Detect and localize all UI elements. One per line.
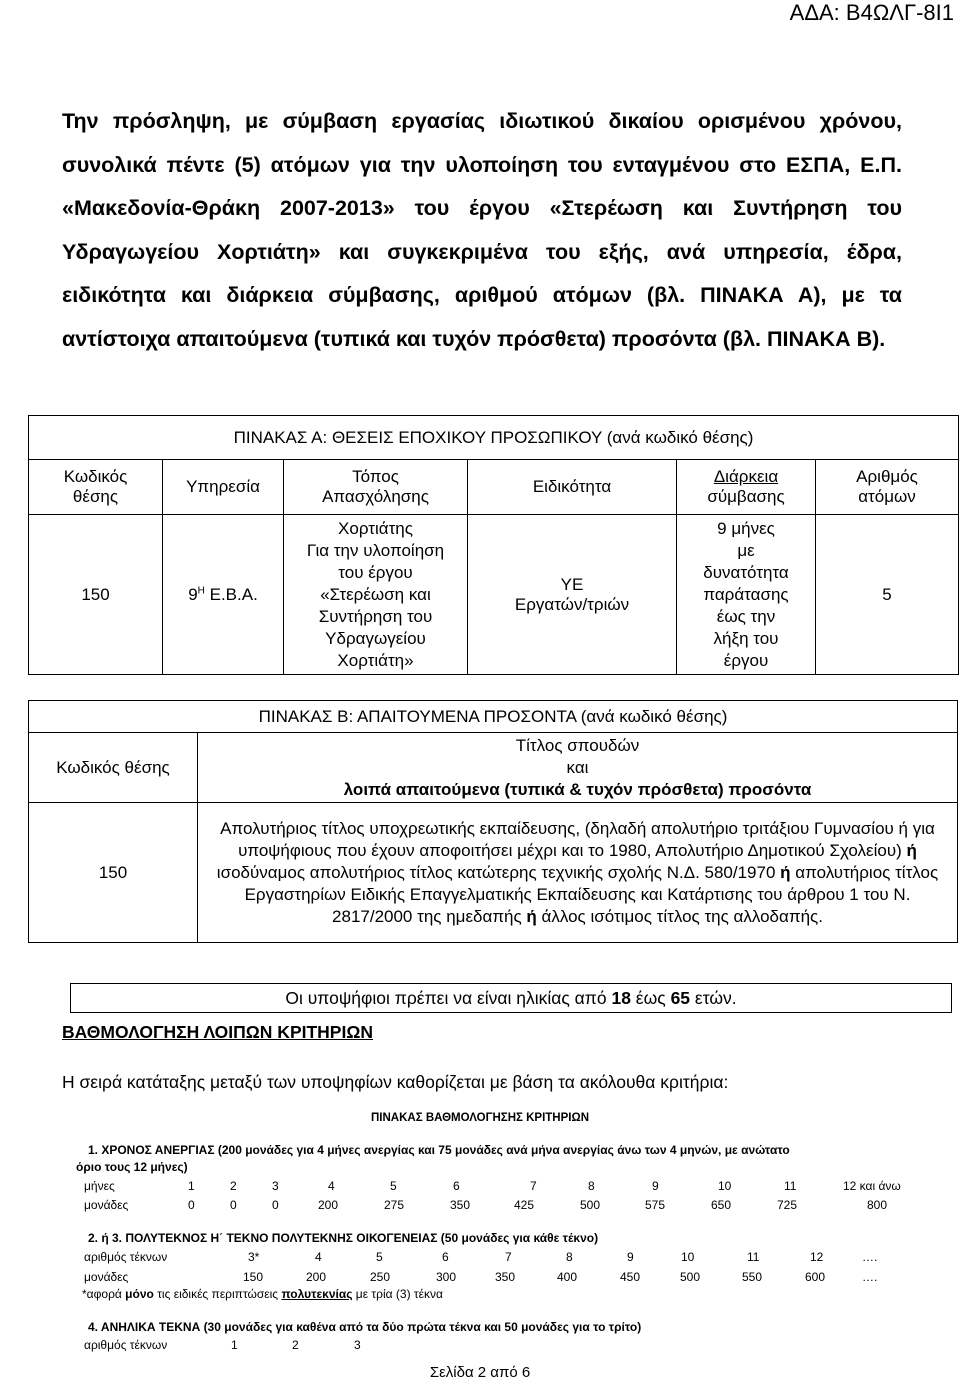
header-service: Υπηρεσία — [163, 460, 284, 515]
value-cell: 275 — [384, 1198, 405, 1212]
header-persons: Αριθμός ατόμων — [816, 460, 959, 515]
value-cell: 9 — [627, 1250, 634, 1264]
value-cell: 300 — [436, 1270, 457, 1284]
ada-code: ΑΔΑ: Β4ΩΛΓ-8Ι1 — [789, 0, 954, 25]
criterion-1-points-label: μονάδες — [84, 1198, 129, 1212]
scoring-table-title: ΠΙΝΑΚΑΣ ΒΑΘΜΟΛΟΓΗΣΗΣ ΚΡΙΤΗΡΙΩΝ — [371, 1112, 589, 1124]
table-a-title: ΠΙΝΑΚΑΣ Α: ΘΕΣΕΙΣ ΕΠΟΧΙΚΟΥ ΠΡΟΣΩΠΙΚΟΥ (ανά κωδικό θέσης) — [29, 416, 959, 460]
value-cell: 450 — [620, 1270, 641, 1284]
value-cell: 500 — [580, 1198, 601, 1212]
criterion-1-title: 1. ΧΡΟΝΟΣ ΑΝΕΡΓΙΑΣ (200 μονάδες για 4 μήνες ανεργίας και 75 μονάδες ανά μήνα ανεργίας άνω των 4 μηνών, με ανώτατο — [88, 1143, 790, 1157]
value-cell: 425 — [514, 1198, 535, 1212]
criterion-4-children-label: αριθμός τέκνων — [84, 1338, 168, 1352]
intro-line: και Συντήρηση του Υδραγωγείου Χορτιάτη» και συγκεκριμένα του εξής, — [62, 196, 902, 264]
value-cell: 5 — [376, 1250, 383, 1264]
table-b-header-row — [29, 733, 958, 803]
value-cell: 0 — [188, 1198, 195, 1212]
value-cell: 4 — [328, 1179, 335, 1193]
value-cell: 550 — [742, 1270, 763, 1284]
criterion-2-children-label: αριθμός τέκνων — [84, 1250, 168, 1264]
value-cell: 350 — [450, 1198, 471, 1212]
row-place: Χορτιάτης Για την υλοποίηση του έργου «Στερέωση και Συντήρηση του Υδραγωγείου Χορτιάτη» — [284, 515, 468, 675]
value-cell: 4 — [315, 1250, 322, 1264]
criterion-1-title-cont: όριο τους 12 μήνες) — [76, 1160, 188, 1174]
row-specialty: ΥΕ Εργατών/τριών — [468, 515, 677, 675]
header-duration: Διάρκεια σύμβασης — [677, 460, 816, 515]
intro-line: χρόνου, συνολικά πέντε (5) ατόμων για την υλοποίηση του ενταγμένου — [62, 109, 902, 177]
value-cell: 2 — [292, 1338, 299, 1352]
value-cell: 150 — [243, 1270, 264, 1284]
header-title: Τίτλος σπουδών και λοιπά απαιτούμενα (τυπικά & τυχόν πρόσθετα) προσόντα — [198, 733, 958, 803]
value-cell: 800 — [867, 1198, 888, 1212]
criterion-2-title: 2. ή 3. ΠΟΛΥΤΕΚΝΟΣ Η΄ ΤΕΚΝΟ ΠΟΛΥΤΕΚΝΗΣ ΟΙΚΟΓΕΝΕΙΑΣ (50 μονάδες για κάθε τέκνο) — [88, 1231, 599, 1245]
table-a-header-row — [29, 460, 959, 515]
table-a — [28, 415, 959, 675]
value-cell: 3 — [354, 1338, 361, 1352]
page-footer: Σελίδα 2 από 6 — [429, 1364, 531, 1381]
criteria-heading: ΒΑΘΜΟΛΟΓΗΣΗ ΛΟΙΠΩΝ ΚΡΙΤΗΡΙΩΝ — [62, 1022, 374, 1042]
intro-line: στο ΕΣΠΑ, Ε.Π. «Μακεδονία-Θράκη 2007-2013» του έργου «Στερέωση — [62, 152, 902, 220]
value-cell: …. — [862, 1250, 878, 1264]
value-cell: 400 — [557, 1270, 578, 1284]
value-cell: 350 — [495, 1270, 516, 1284]
intro-line: (βλ. ΠΙΝΑΚΑ Α), με τα αντίστοιχα απαιτούμενα (τυπικά και τυχόν — [62, 283, 902, 351]
value-cell: 6 — [453, 1179, 460, 1193]
value-cell: 250 — [370, 1270, 391, 1284]
value-cell: …. — [862, 1270, 878, 1284]
header-code: Κωδικός θέσης — [29, 733, 198, 803]
intro-line: πρόσθετα) προσόντα (βλ. ΠΙΝΑΚΑ Β). — [497, 326, 886, 351]
value-cell: 8 — [588, 1179, 595, 1193]
table-row — [29, 803, 958, 943]
value-cell: 10 — [681, 1250, 695, 1264]
row-service: $9^H$ Ε.Β.Α. — [163, 515, 284, 675]
table-row — [29, 515, 959, 675]
value-cell: 3* — [248, 1250, 260, 1264]
intro-paragraph — [62, 100, 902, 361]
value-cell: 8 — [566, 1250, 573, 1264]
value-cell: 7 — [530, 1179, 537, 1193]
value-cell: 650 — [711, 1198, 732, 1212]
value-cell: 3 — [272, 1179, 279, 1193]
row-requirements: Απολυτήριος τίτλος υποχρεωτικής εκπαίδευσης, (δηλαδή απολυτήριο τριτάξιου Γυμνασίου ή για υποψήφιους που έχουν αποφοιτήσει μέχρι και το 1980, Απολυτήριο Δημοτικού Σχολείου) ή ισοδύναμος απολυτήριος τίτλος κατώτερης τεχνικής σχολής Ν.Δ. 580/1970 ή απολυτήριος τίτλος Εργαστηρίων Ειδικής Επαγγελματικής Εκπαίδευσης και Κατάρτισης του άρθρου 1 του Ν. 2817/2000 της ημεδαπής ή άλλος ισότιμος τίτλος της αλλοδαπής. — [198, 803, 958, 943]
table-b-title: ΠΙΝΑΚΑΣ Β: ΑΠΑΙΤΟΥΜΕΝΑ ΠΡΟΣΟΝΤΑ (ανά κωδικό θέσης) — [29, 701, 958, 733]
value-cell: 11 — [747, 1250, 760, 1264]
value-cell: 9 — [652, 1179, 659, 1193]
value-cell: 200 — [318, 1198, 339, 1212]
value-cell: 725 — [777, 1198, 798, 1212]
row-code: 150 — [29, 803, 198, 943]
intro-line: ανά υπηρεσία, έδρα, ειδικότητα και διάρκεια σύμβασης, αριθμού ατόμων — [62, 239, 902, 307]
criterion-1-months-label: μήνες — [84, 1179, 115, 1193]
header-specialty: Ειδικότητα — [468, 460, 677, 515]
value-cell: 0 — [230, 1198, 237, 1212]
row-code: 150 — [29, 515, 163, 675]
value-cell: 11 — [784, 1179, 797, 1193]
value-cell: 0 — [272, 1198, 279, 1212]
criterion-4-title: 4. ΑΝΗΛΙΚΑ ΤΕΚΝΑ (30 μονάδες για καθένα από τα δύο πρώτα τέκνα και 50 μονάδες για το τρίτο) — [88, 1320, 642, 1334]
value-cell: 5 — [390, 1179, 397, 1193]
criterion-2-points-label: μονάδες — [84, 1270, 129, 1284]
value-cell: 7 — [505, 1250, 512, 1264]
value-cell: 12 και άνω — [843, 1179, 901, 1193]
age-requirement-box: Οι υποψήφιοι πρέπει να είναι ηλικίας από 18 έως 65 ετών. — [70, 983, 952, 1013]
value-cell: 500 — [680, 1270, 701, 1284]
header-code: Κωδικός θέσης — [29, 460, 163, 515]
value-cell: 600 — [805, 1270, 826, 1284]
intro-line: Την πρόσληψη, με σύμβαση εργασίας ιδιωτικού δικαίου ορισμένου — [62, 109, 806, 133]
table-b — [28, 700, 958, 943]
header-place: Τόπος Απασχόλησης — [284, 460, 468, 515]
row-persons: 5 — [816, 515, 959, 675]
value-cell: 2 — [230, 1179, 237, 1193]
value-cell: 6 — [442, 1250, 449, 1264]
value-cell: 10 — [718, 1179, 732, 1193]
value-cell: 1 — [231, 1338, 238, 1352]
value-cell: 200 — [306, 1270, 327, 1284]
criteria-intro: Η σειρά κατάταξης μεταξύ των υποψηφίων καθορίζεται με βάση τα ακόλουθα κριτήρια: — [62, 1072, 729, 1092]
value-cell: 1 — [188, 1179, 195, 1193]
criterion-2-note: *αφορά μόνο τις ειδικές περιπτώσεις πολυτεκνίας με τρία (3) τέκνα — [82, 1287, 443, 1301]
row-duration: 9 μήνες με δυνατότητα παράτασης έως την λήξη του έργου — [677, 515, 816, 675]
value-cell: 12 — [810, 1250, 824, 1264]
value-cell: 575 — [645, 1198, 666, 1212]
